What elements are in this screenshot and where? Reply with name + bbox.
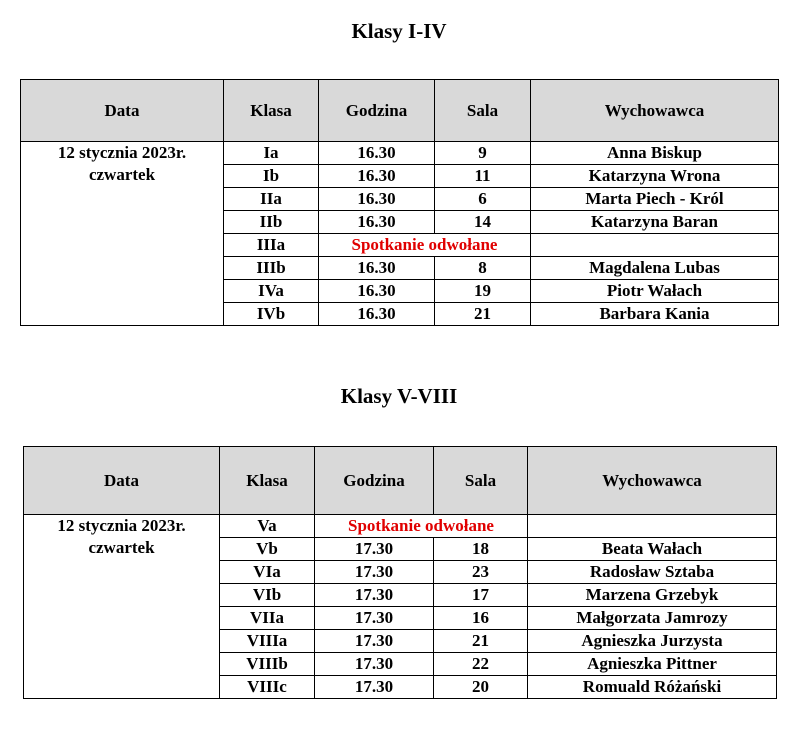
sala-cell: 16 [434, 607, 528, 630]
sala-cell: 9 [435, 142, 531, 165]
weekday-text: czwartek [88, 538, 155, 557]
wychowawca-cell: Romuald Różański [528, 676, 777, 699]
sala-cell: 21 [434, 630, 528, 653]
header-sala: Sala [434, 447, 528, 515]
klasa-cell: VIIa [220, 607, 315, 630]
date-cell [24, 515, 220, 699]
wychowawca-cell: Magdalena Lubas [531, 257, 779, 280]
header-klasa: Klasa [224, 80, 319, 142]
sala-cell: 8 [435, 257, 531, 280]
header-row [24, 447, 777, 515]
sala-cell: 22 [434, 653, 528, 676]
wychowawca-cell: Małgorzata Jamrozy [528, 607, 777, 630]
klasa-cell: VIb [220, 584, 315, 607]
header-klasa: Klasa [220, 447, 315, 515]
wychowawca-cell: Barbara Kania [531, 303, 779, 326]
godzina-cell: 16.30 [319, 211, 435, 234]
klasa-cell: IIa [224, 188, 319, 211]
weekday-text: czwartek [88, 165, 156, 184]
table-row [21, 142, 779, 165]
godzina-cell: 17.30 [315, 538, 434, 561]
wychowawca-cell: Agnieszka Jurzysta [528, 630, 777, 653]
wychowawca-cell: Katarzyna Baran [531, 211, 779, 234]
klasa-cell: IVb [224, 303, 319, 326]
cancelled-note: Spotkanie odwołane [315, 515, 528, 538]
wychowawca-cell [531, 234, 779, 257]
sala-cell: 21 [435, 303, 531, 326]
table1-title: Klasy I-IV [351, 19, 447, 43]
wychowawca-cell: Agnieszka Pittner [528, 653, 777, 676]
godzina-cell: 16.30 [319, 142, 435, 165]
schedule-table-1 [20, 79, 779, 326]
sala-cell: 18 [434, 538, 528, 561]
godzina-cell: 17.30 [315, 584, 434, 607]
klasa-cell: IIIb [224, 257, 319, 280]
klasa-cell: VIa [220, 561, 315, 584]
wychowawca-cell: Marzena Grzebyk [528, 584, 777, 607]
klasa-cell: VIIIc [220, 676, 315, 699]
klasa-cell: IIb [224, 211, 319, 234]
header-data: Data [21, 80, 224, 142]
sala-cell: 20 [434, 676, 528, 699]
klasa-cell: VIIIa [220, 630, 315, 653]
klasa-cell: Vb [220, 538, 315, 561]
table2-title: Klasy V-VIII [340, 384, 458, 408]
wychowawca-cell: Katarzyna Wrona [531, 165, 779, 188]
godzina-cell: 17.30 [315, 630, 434, 653]
sala-cell: 23 [434, 561, 528, 584]
godzina-cell: 17.30 [315, 607, 434, 630]
schedule-table-2 [23, 446, 777, 699]
godzina-cell: 17.30 [315, 653, 434, 676]
sala-cell: 14 [435, 211, 531, 234]
sala-cell: 19 [435, 280, 531, 303]
table-row [24, 515, 777, 538]
klasa-cell: Ib [224, 165, 319, 188]
wychowawca-cell: Piotr Wałach [531, 280, 779, 303]
date-cell [21, 142, 224, 326]
header-godzina: Godzina [315, 447, 434, 515]
header-wychowawca: Wychowawca [531, 80, 779, 142]
godzina-cell: 17.30 [315, 561, 434, 584]
header-data: Data [24, 447, 220, 515]
klasa-cell: VIIIb [220, 653, 315, 676]
cancelled-note: Spotkanie odwołane [319, 234, 531, 257]
godzina-cell: 16.30 [319, 280, 435, 303]
klasa-cell: Va [220, 515, 315, 538]
wychowawca-cell: Beata Wałach [528, 538, 777, 561]
klasa-cell: IVa [224, 280, 319, 303]
header-wychowawca: Wychowawca [528, 447, 777, 515]
godzina-cell: 16.30 [319, 165, 435, 188]
sala-cell: 6 [435, 188, 531, 211]
godzina-cell: 16.30 [319, 303, 435, 326]
sala-cell: 11 [435, 165, 531, 188]
wychowawca-cell: Anna Biskup [531, 142, 779, 165]
wychowawca-cell: Radosław Sztaba [528, 561, 777, 584]
header-godzina: Godzina [319, 80, 435, 142]
date-text: 12 stycznia 2023r. [57, 516, 186, 535]
header-row [21, 80, 779, 142]
godzina-cell: 17.30 [315, 676, 434, 699]
wychowawca-cell: Marta Piech - Król [531, 188, 779, 211]
date-text: 12 stycznia 2023r. [57, 143, 187, 162]
sala-cell: 17 [434, 584, 528, 607]
godzina-cell: 16.30 [319, 257, 435, 280]
klasa-cell: Ia [224, 142, 319, 165]
wychowawca-cell [528, 515, 777, 538]
klasa-cell: IIIa [224, 234, 319, 257]
header-sala: Sala [435, 80, 531, 142]
godzina-cell: 16.30 [319, 188, 435, 211]
